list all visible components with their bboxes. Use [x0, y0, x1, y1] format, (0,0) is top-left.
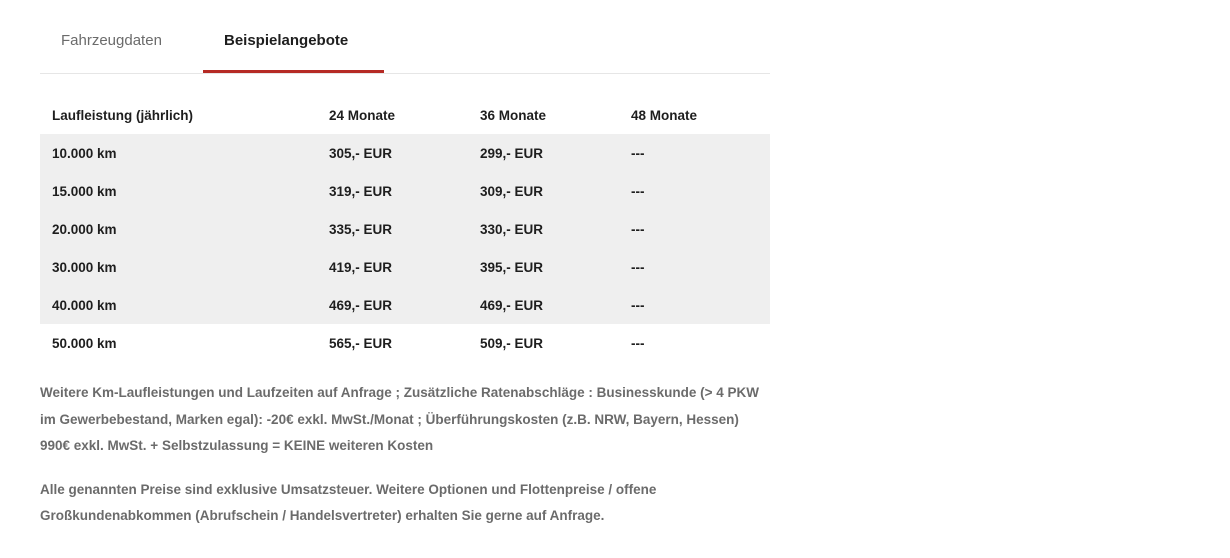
- cell-24-months: 565,- EUR: [329, 335, 393, 351]
- cell-mileage: 10.000 km: [52, 145, 117, 161]
- tab-beispielangebote[interactable]: Beispielangebote: [224, 32, 349, 49]
- offer-notes: [40, 380, 770, 530]
- table-row: [40, 286, 770, 324]
- cell-48-months: ---: [631, 335, 645, 351]
- offer-panel: [40, 0, 770, 530]
- table-row: [40, 210, 770, 248]
- cell-36-months: 509,- EUR: [480, 335, 544, 351]
- note-prices-excl-tax: Alle genannten Preise sind exklusive Umsatzsteuer. Weitere Optionen und Flottenpreise / offene Großkundenabkommen (Abrufschein / Handelsvertreter) erhalten Sie gerne auf Anfrage.: [40, 481, 657, 523]
- cell-48-months: ---: [631, 259, 645, 275]
- cell-mileage: 30.000 km: [52, 259, 117, 275]
- cell-48-months: ---: [631, 297, 645, 313]
- cell-24-months: 469,- EUR: [329, 297, 393, 313]
- table-header-row: [40, 96, 770, 134]
- cell-36-months: 469,- EUR: [480, 297, 544, 313]
- cell-mileage: 40.000 km: [52, 297, 117, 313]
- table-row: [40, 324, 770, 362]
- cell-mileage: 15.000 km: [52, 183, 117, 199]
- cell-24-months: 419,- EUR: [329, 259, 393, 275]
- cell-36-months: 299,- EUR: [480, 145, 544, 161]
- cell-24-months: 319,- EUR: [329, 183, 393, 199]
- header-mileage: Laufleistung (jährlich): [52, 107, 194, 123]
- cell-36-months: 309,- EUR: [480, 183, 544, 199]
- cell-36-months: 330,- EUR: [480, 221, 544, 237]
- header-36-months: 36 Monate: [480, 107, 547, 123]
- table-row: [40, 248, 770, 286]
- header-48-months: 48 Monate: [631, 107, 698, 123]
- table-row: [40, 172, 770, 210]
- header-24-months: 24 Monate: [329, 107, 396, 123]
- active-tab-indicator: [203, 70, 384, 73]
- table-row: [40, 134, 770, 172]
- note-mileage-and-discounts: Weitere Km-Laufleistungen und Laufzeiten auf Anfrage ; Zusätzliche Ratenabschläge : Businesskunde (> 4 PKW im Gewerbebestand, Marken egal): -20€ exkl. MwSt./Monat ; Überführungskosten (z.B. NRW, Bayern, Hessen) 990€ exkl. MwSt. + Selbstzulassung = KEINE weiteren Kosten: [40, 385, 759, 453]
- cell-24-months: 335,- EUR: [329, 221, 393, 237]
- tab-bar: [40, 0, 770, 74]
- offers-table: [40, 96, 770, 362]
- tab-fahrzeugdaten[interactable]: Fahrzeugdaten: [61, 32, 162, 49]
- cell-36-months: 395,- EUR: [480, 259, 544, 275]
- cell-mileage: 50.000 km: [52, 335, 117, 351]
- cell-48-months: ---: [631, 183, 645, 199]
- cell-48-months: ---: [631, 221, 645, 237]
- cell-mileage: 20.000 km: [52, 221, 117, 237]
- cell-24-months: 305,- EUR: [329, 145, 393, 161]
- cell-48-months: ---: [631, 145, 645, 161]
